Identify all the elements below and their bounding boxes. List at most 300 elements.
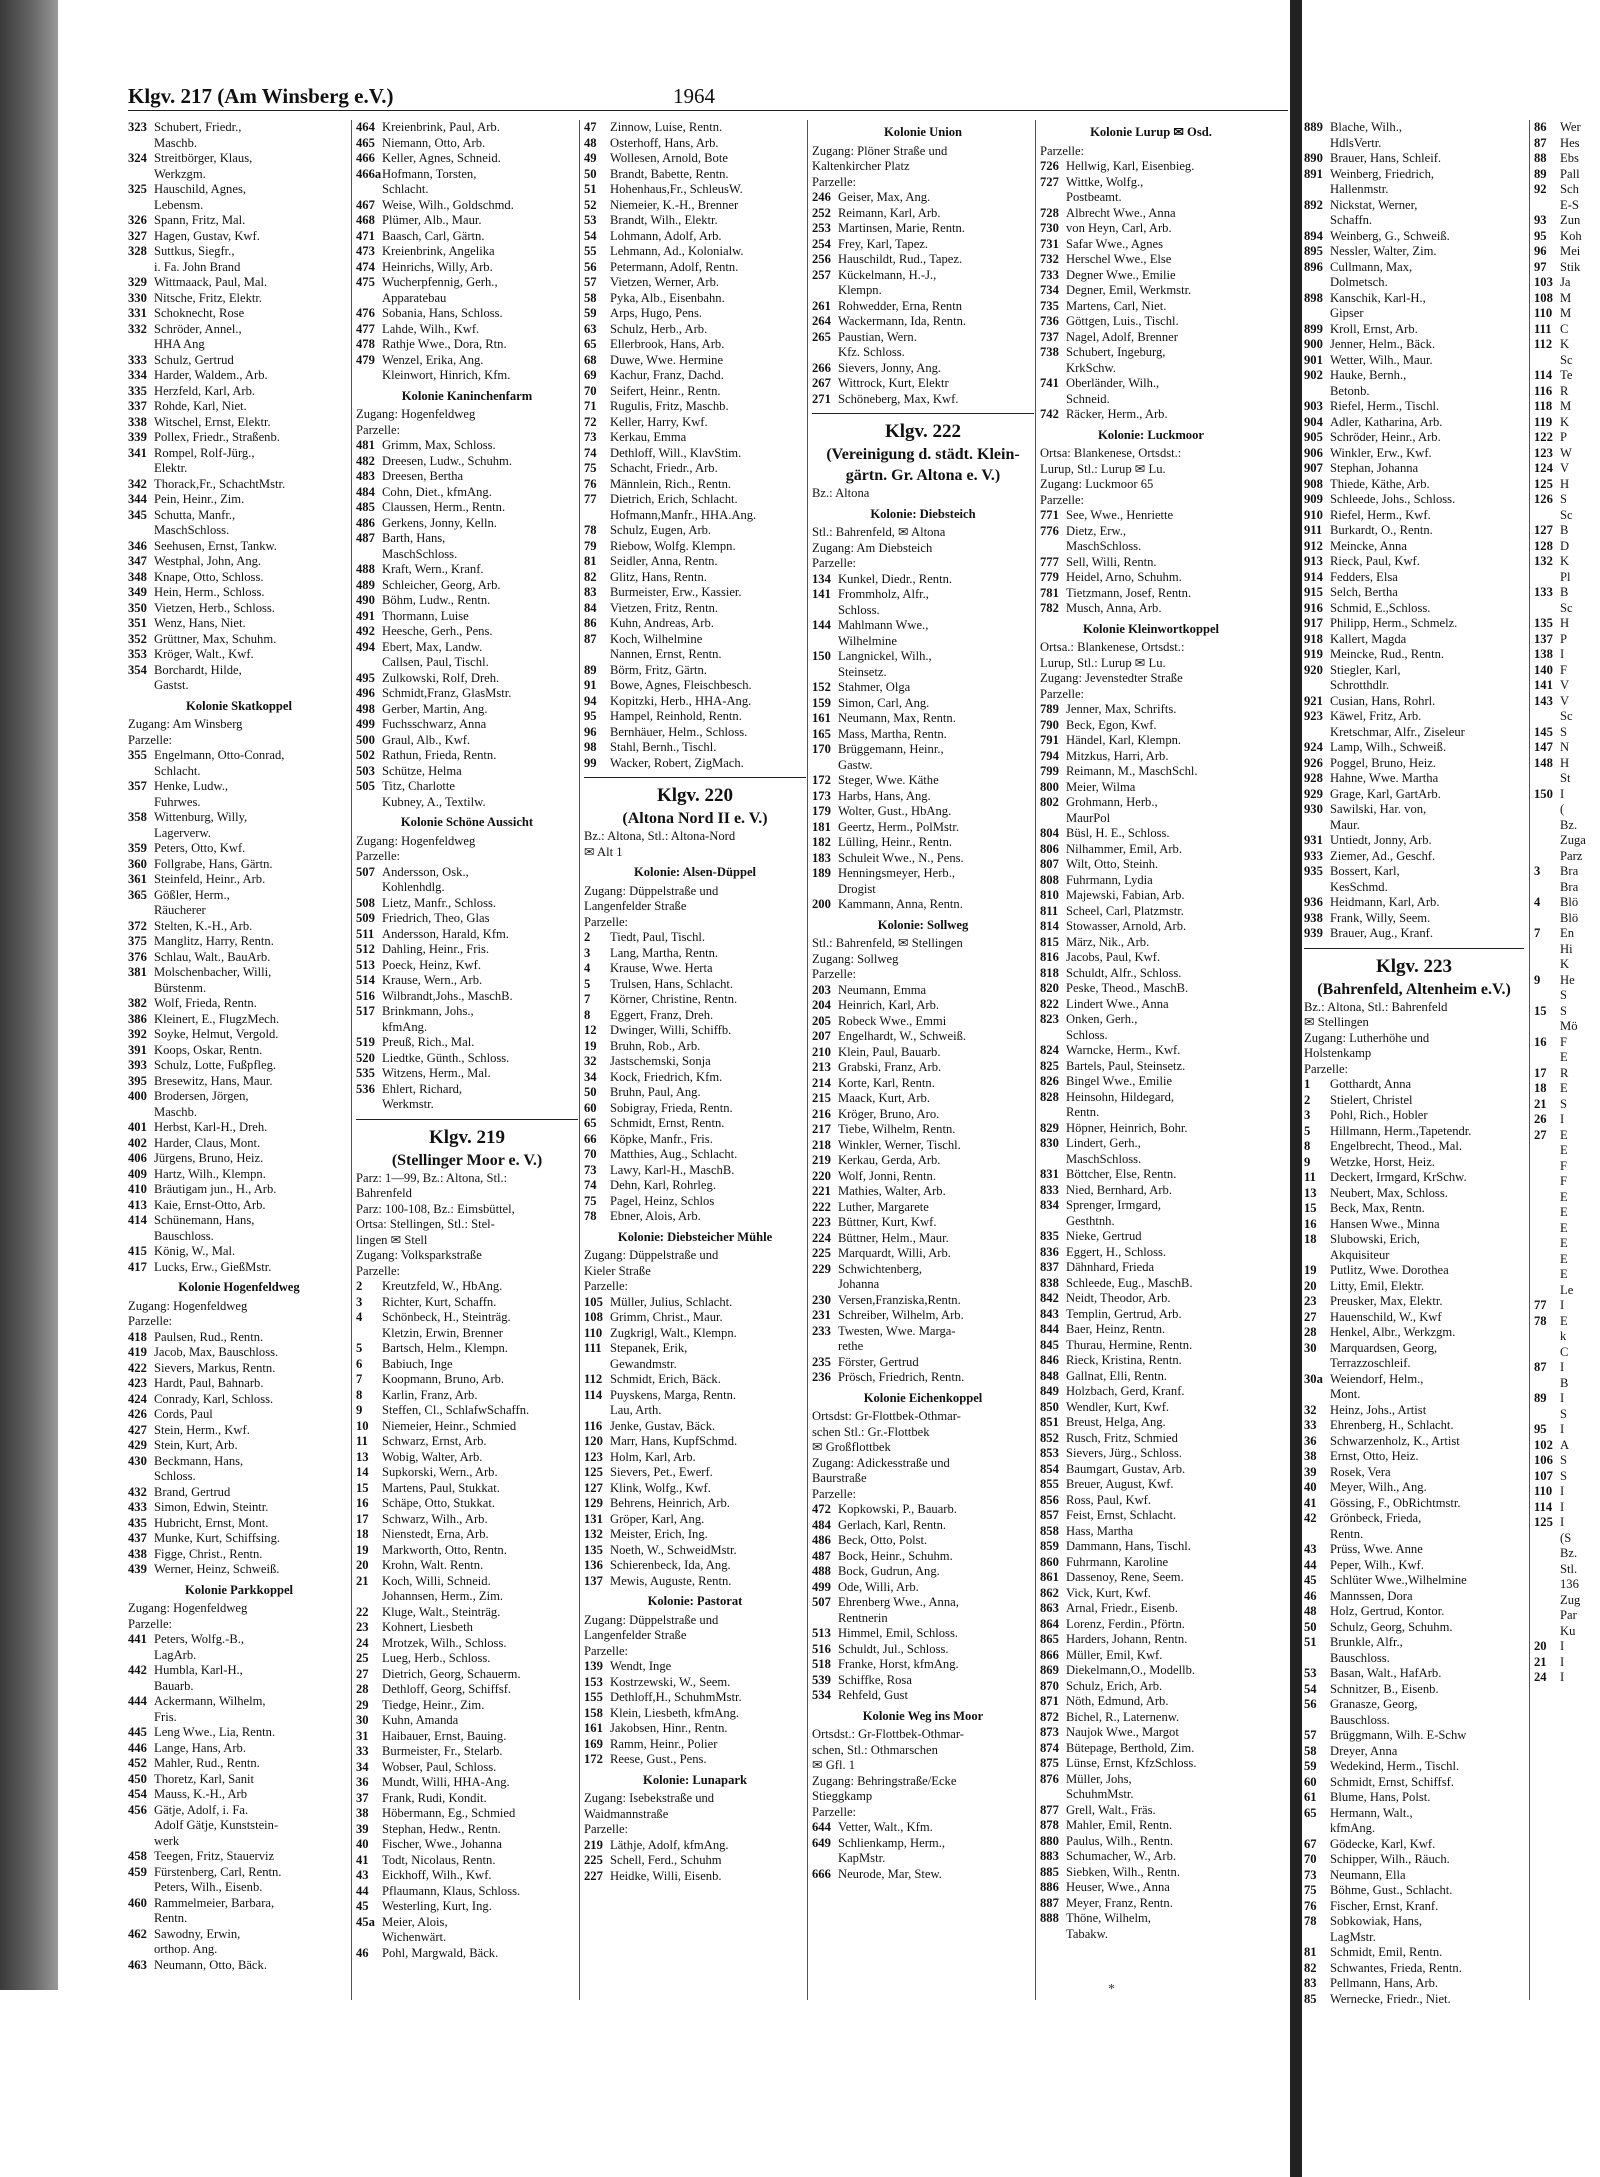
entry-text: Sievers, Jürg., Schloss. [1066,1446,1182,1460]
directory-entry [584,663,806,679]
entry-text: Dethloff, Georg, Schiffsf. [382,1682,512,1696]
directory-entry [1534,756,1600,772]
plot-number: 829 [1040,1120,1059,1135]
entry-text: Gipser [1330,306,1364,320]
entry-text: Geertz, Herm., PolMstr. [838,819,960,834]
entry-text: Kretschmar, Alfr., Ziseleur [1330,724,1465,739]
entry-text: KapMstr. [838,1851,886,1865]
plot-number: 170 [812,742,831,756]
entry-text: Mundt, Willi, HHA-Ang. [382,1775,510,1789]
plot-number: 26 [1534,1112,1547,1126]
section-heading: Kolonie Union [883,125,963,139]
plot-number: 83 [1304,1976,1317,1990]
entry-text: Brüggemann, Heinr., [838,742,944,756]
entry-text: SchuhmMstr. [1066,1787,1134,1801]
plot-number: 344 [128,492,147,506]
entry-text: Albrecht Wwe., Anna [1066,205,1176,220]
entry-text: Koops, Oskar, Rentn. [154,1042,263,1057]
directory-entry [128,508,350,524]
entry-text: orthop. Ang. [154,1942,218,1956]
plot-number: 513 [356,957,375,972]
entry-text: Lindert, Gerh., [1066,1136,1141,1150]
plot-number: 865 [1040,1632,1059,1646]
directory-entry [1534,167,1600,183]
entry-text: Weiendorf, Helm., [1330,1371,1424,1386]
entry-text: Rompel, Rolf-Jürg., [154,445,255,460]
plot-number: 332 [128,321,147,336]
entry-text: Büttner, Helm., Maur. [838,1230,949,1245]
entry-text: Meier, Wilma [1066,779,1136,794]
plot-number: 27 [1534,1127,1547,1142]
plot-number: 871 [1040,1694,1059,1708]
entry-text: Hartz, Wilh., Klempn. [154,1166,266,1181]
entry-text: Warncke, Herm., Kwf. [1066,1043,1181,1057]
entry-text: Seidler, Anna, Rentn. [610,554,718,568]
directory-entry [812,376,1034,392]
entry-text: Rehfeld, Gust [838,1688,908,1702]
section-heading: Kolonie: Alsen-Düppel [633,865,757,879]
plot-number: 264 [812,314,831,328]
directory-entry [128,841,350,857]
entry-text: Barth, Hans, [382,531,446,545]
directory-entry [584,1054,806,1070]
entry-text: KrkSchw. [1066,360,1116,375]
entry-text: Blache, Wilh., [1330,120,1403,134]
plot-number: 917 [1304,616,1323,630]
plot-number: 246 [812,190,831,204]
directory-entry [1304,1930,1524,1946]
entry-text: E [1560,1236,1568,1250]
plot-number: 327 [128,228,147,243]
entry-text: Dolmetsch. [1330,275,1388,289]
directory-entry [1304,1139,1524,1155]
plot-number: 502 [356,748,375,762]
entry-text: Hansen Wwe., Minna [1330,1216,1440,1231]
directory-entry [128,764,350,780]
directory-entry [812,1308,1034,1324]
plot-number: 42 [1304,1511,1317,1525]
directory-entry [128,1679,350,1695]
entry-text: Plümer, Alb., Maur. [382,213,482,227]
plot-number: 735 [1040,298,1059,313]
entry-text: P [1560,430,1568,444]
directory-entry [1534,1577,1600,1593]
entry-text: Conrady, Karl, Schloss. [154,1391,274,1406]
plot-number: 836 [1040,1244,1059,1259]
directory-entry [1534,973,1600,989]
plot-number: 76 [584,476,597,491]
directory-entry [356,958,578,974]
entry-text: Gesthtnh. [1066,1213,1115,1228]
section-info: Kieler Straße [584,1263,651,1278]
entry-text: Pagel, Heinz, Schlos [610,1193,715,1208]
plot-number: 81 [584,554,597,568]
plot-number: 887 [1040,1895,1059,1910]
entry-text: Holm, Karl, Arb. [610,1449,696,1464]
entry-text: Harbs, Hans, Ang. [838,788,931,803]
entry-text: Grönbeck, Frieda, [1330,1511,1422,1525]
entry-text: Schrotthdlr. [1330,678,1390,692]
plot-number: 73 [584,1162,597,1177]
entry-text: Lebensm. [154,197,204,212]
directory-entry [1534,1283,1600,1299]
entry-text: Steger, Wwe. Käthe [838,773,939,787]
entry-text: Bowe, Agnes, Fleischbesch. [610,678,752,692]
directory-entry [1534,678,1600,694]
entry-text: Maack, Kurt, Arb. [838,1091,930,1105]
plot-number: 439 [128,1562,147,1576]
entry-text: Reimann, Karl, Arb. [838,205,941,220]
directory-entry [1534,291,1600,307]
directory-entry [1534,957,1600,973]
entry-text: Gössing, F., ObRichtmstr. [1330,1495,1461,1510]
plot-number: 134 [812,571,831,586]
plot-number: 896 [1304,259,1323,274]
entry-text: Postbeamt. [1066,190,1122,204]
directory-entry [1534,244,1600,260]
section-info: Parzelle: [812,1804,857,1819]
plot-number: 129 [584,1496,603,1510]
plot-number: 5 [356,1341,363,1355]
directory-entry [1040,252,1262,268]
directory-entry [1534,337,1600,353]
plot-number: 38 [1304,1449,1317,1463]
entry-text: V [1560,678,1570,692]
plot-number: 444 [128,1694,147,1708]
entry-text: Feist, Ernst, Schlacht. [1066,1508,1177,1522]
plot-number: 126 [1534,492,1553,506]
plot-number: 267 [812,376,831,390]
directory-entry [1040,857,1262,873]
directory-entry [1534,477,1600,493]
entry-text: Schmid, E.,Schloss. [1330,600,1431,615]
entry-text: Jenner, Max, Schrifts. [1066,702,1177,716]
plot-number: 858 [1040,1523,1059,1538]
directory-entry [1304,337,1524,353]
entry-text: Teegen, Fritz, Stauerviz [154,1849,275,1863]
entry-text: Deckert, Irmgard, KrSchw. [1330,1170,1467,1184]
plot-number: 808 [1040,872,1059,887]
directory-entry [128,182,350,198]
plot-number: 894 [1304,228,1323,243]
plot-number: 921 [1304,693,1323,708]
entry-text: Pollex, Friedr., Straßenb. [154,430,280,444]
directory-entry [812,268,1034,284]
directory-entry [1534,895,1600,911]
directory-entry [584,446,806,462]
entry-text: Marquardsen, Georg, [1330,1340,1438,1355]
plot-number: 810 [1040,888,1059,902]
directory-entry [128,446,350,462]
directory-entry [584,213,806,229]
entry-text: Dehn, Karl, Rohrleg. [610,1178,716,1192]
entry-text: Lorenz, Ferdin., Pförtn. [1066,1616,1185,1631]
directory-entry [1040,1663,1262,1679]
entry-text: Kostrzewski, W., Seem. [610,1674,731,1689]
entry-text: Zulkowski, Rolf, Dreh. [382,670,500,685]
directory-entry [584,1434,806,1450]
plot-number: 20 [1534,1639,1547,1653]
directory-entry [356,198,578,214]
plot-number: 137 [1534,631,1553,646]
entry-text: Schlienkamp, Herm., [838,1835,946,1850]
entry-text: B [1560,1375,1569,1390]
entry-text: Keller, Agnes, Schneid. [382,151,501,165]
directory-entry [812,1122,1034,1138]
directory-entry [812,773,1034,789]
directory-entry [128,399,350,415]
entry-text: Schumacher, W., Arb. [1066,1849,1177,1863]
entry-text: Suttkus, Siegfr., [154,244,235,258]
directory-entry [1040,1818,1262,1834]
directory-entry [356,1651,578,1667]
directory-entry [1304,1728,1524,1744]
plot-number: 56 [1304,1697,1317,1711]
directory-entry [1040,1570,1262,1586]
entry-text: Burmeister, Fr., Stelarb. [382,1744,503,1758]
entry-text: Frank, Rudi, Kondit. [382,1790,487,1805]
entry-text: Schloss. [838,602,880,617]
entry-text: LagMstr. [1330,1929,1376,1944]
plot-number: 491 [356,608,375,623]
directory-entry [1040,190,1262,206]
entry-text: Mahler, Rud., Rentn. [154,1756,260,1770]
entry-text: Soyke, Helmut, Vergold. [154,1027,279,1041]
directory-entry [584,1659,806,1675]
plot-number: 9 [1304,1154,1311,1169]
plot-number: 886 [1040,1880,1059,1894]
directory-entry [356,438,578,454]
directory-entry [584,554,806,570]
plot-number: 486 [356,515,375,530]
section-info: Ortsa.: Blankenese, Ortsdst.: [1040,640,1185,654]
directory-entry [128,1787,350,1803]
plot-number: 424 [128,1391,147,1406]
plot-number: 12 [584,1023,597,1037]
section-info: Parzelle: [1040,492,1085,507]
plot-number: 21 [1534,1654,1547,1669]
plot-number: 458 [128,1849,147,1863]
plot-number: 189 [812,866,831,880]
entry-text: M [1560,290,1572,305]
entry-text: Pall [1560,166,1580,181]
entry-text: Beck, Max, Rentn. [1330,1201,1425,1215]
directory-entry [356,1620,578,1636]
directory-entry [1040,268,1262,284]
entry-text: Seifert, Heinr., Rentn. [610,383,721,398]
entry-text: Westerling, Kurt, Ing. [382,1899,492,1913]
directory-entry [128,1710,350,1726]
directory-entry [1040,361,1262,377]
plot-number: 200 [812,897,831,911]
directory-entry [128,1485,350,1501]
entry-text: Grohmann, Herb., [1066,795,1158,809]
plot-number: 828 [1040,1089,1059,1104]
plot-number: 140 [1534,662,1553,677]
entry-text: Johanna [838,1277,880,1291]
entry-text: Körner, Christine, Rentn. [610,992,738,1006]
entry-text: Schloss. [1066,1027,1108,1042]
directory-entry [356,1403,578,1419]
directory-entry [1040,764,1262,780]
plot-number: 823 [1040,1012,1059,1026]
plot-number: 512 [356,942,375,956]
plot-number: 779 [1040,570,1059,584]
directory-entry [812,696,1034,712]
directory-entry [812,1184,1034,1200]
plot-number: 44 [356,1883,369,1898]
entry-text: Schleede, Johs., Schloss. [1330,492,1456,506]
entry-text: Sc [1560,352,1573,367]
entry-text: Bruhn, Paul, Ang. [610,1085,701,1099]
entry-text: Bra [1560,879,1579,894]
section-heading: Kolonie Skatkoppel [185,698,293,713]
entry-text: Cohn, Diet., kfmAng. [382,484,492,499]
entry-text: Parz [1560,848,1583,863]
plot-number: 74 [584,1178,597,1192]
plot-number: 342 [128,476,147,491]
plot-number: 96 [584,724,597,739]
entry-text: Krohn, Walt. Rentn. [382,1558,484,1572]
entry-text: Manglitz, Harry, Rentn. [154,934,274,948]
directory-entry [356,1930,578,1946]
plot-number: 68 [584,352,597,367]
plot-number: 41 [356,1852,369,1867]
entry-text: Schloss. [154,1469,196,1483]
plot-number: 869 [1040,1663,1059,1677]
section-heading: Kolonie Weg ins Moor [862,1708,984,1723]
directory-entry [1534,229,1600,245]
directory-entry [584,1132,806,1148]
entry-text: Steinsetz. [838,664,887,679]
entry-text: Heinsohn, Hildegard, [1066,1089,1175,1104]
entry-text: Simon, Edwin, Steintr. [154,1500,269,1514]
directory-entry [1304,1310,1524,1326]
entry-text: Le [1560,1282,1574,1297]
plot-number: 856 [1040,1492,1059,1507]
plot-number: 98 [584,740,597,754]
directory-entry [356,578,578,594]
plot-number: 393 [128,1058,147,1072]
directory-entry [1304,1201,1524,1217]
entry-text: Lamp, Wilh., Schweiß. [1330,740,1447,754]
plot-number: 323 [128,120,147,134]
plot-number: 54 [584,228,597,243]
plot-number: 499 [356,717,375,731]
directory-entry [128,384,350,400]
directory-entry [356,795,578,811]
entry-text: Beck, Otto, Polst. [838,1533,928,1547]
entry-text: Maschb. [154,1104,198,1119]
entry-text: Cords, Paul [154,1407,213,1421]
directory-entry [1304,291,1524,307]
directory-entry [1304,1093,1524,1109]
section-info: Lurup, Stl.: Lurup ✉ Lu. [1040,461,1166,476]
plot-number: 874 [1040,1740,1059,1755]
entry-text: B [1560,523,1569,537]
plot-number: 450 [128,1771,147,1786]
plot-number: 423 [128,1376,147,1390]
plot-number: 352 [128,631,147,646]
entry-text: Paulus, Wilh., Rentn. [1066,1833,1174,1848]
plot-number: 495 [356,670,375,685]
plot-number: 341 [128,445,147,460]
entry-text: Kleinert, E., FlugzMech. [154,1011,280,1026]
entry-text: Dethloff,H., SchuhmMstr. [610,1690,742,1704]
directory-entry [1040,1787,1262,1803]
plot-number: 358 [128,810,147,824]
directory-entry [356,1450,578,1466]
plot-number: 916 [1304,600,1323,615]
directory-entry [1040,1384,1262,1400]
entry-text: Bernhäuer, Helm., Schloss. [610,724,748,739]
entry-text: Neurode, Mar, Stew. [838,1866,942,1881]
directory-entry [1534,399,1600,415]
plot-number: 219 [584,1837,603,1852]
plot-number: 102 [1534,1437,1553,1452]
entry-text: Figge, Christ., Rentn. [154,1546,263,1561]
directory-entry [584,1372,806,1388]
entry-text: Matthies, Aug., Schlacht. [610,1147,738,1161]
entry-text: Claussen, Herm., Rentn. [382,500,506,514]
entry-text: Grabski, Franz, Arb. [838,1060,942,1074]
entry-text: Höpner, Heinrich, Bohr. [1066,1120,1188,1135]
directory-entry [128,1229,350,1245]
directory-entry [584,1853,806,1869]
plot-number: 400 [128,1089,147,1103]
plot-number: 51 [584,182,597,196]
directory-entry [1040,1725,1262,1741]
directory-entry [356,671,578,687]
entry-text: S [1560,1003,1568,1018]
directory-entry [1040,1338,1262,1354]
directory-entry [356,291,578,307]
plot-number: 4 [1534,895,1541,909]
directory-entry [356,1698,578,1714]
entry-text: Sobigray, Frieda, Rentn. [610,1100,733,1115]
directory-entry [812,1231,1034,1247]
directory-entry [128,1516,350,1532]
directory-entry [584,384,806,400]
directory-entry [1534,1515,1600,1531]
entry-text: Büttner, Kurt, Kwf. [838,1215,937,1229]
directory-entry [128,1942,350,1958]
plot-number: 72 [584,414,597,429]
directory-entry [812,1580,1034,1596]
plot-number: 37 [356,1790,369,1805]
plot-number: 910 [1304,507,1323,522]
directory-entry [356,547,578,563]
directory-entry [1040,1834,1262,1850]
plot-number: 110 [1534,306,1553,320]
entry-text: Kopitzki, Herb., HHA-Ang. [610,693,752,708]
directory-entry [356,1388,578,1404]
directory-entry [812,1626,1034,1642]
plot-number: 119 [1534,414,1553,429]
section-info: Zugang: Sollweg [812,951,899,966]
plot-number: 222 [812,1199,831,1214]
directory-entry [812,1595,1034,1611]
entry-text: Schröder, Heinr., Arb. [1330,430,1441,444]
entry-text: I [1560,647,1565,661]
plot-number: 22 [356,1604,369,1619]
entry-text: Breust, Helga, Ang. [1066,1415,1166,1429]
plot-number: 15 [1304,1201,1317,1215]
plot-number: 1 [1304,1077,1311,1091]
plot-number: 27 [1304,1309,1317,1324]
entry-text: C [1560,321,1569,336]
directory-entry [128,1865,350,1881]
